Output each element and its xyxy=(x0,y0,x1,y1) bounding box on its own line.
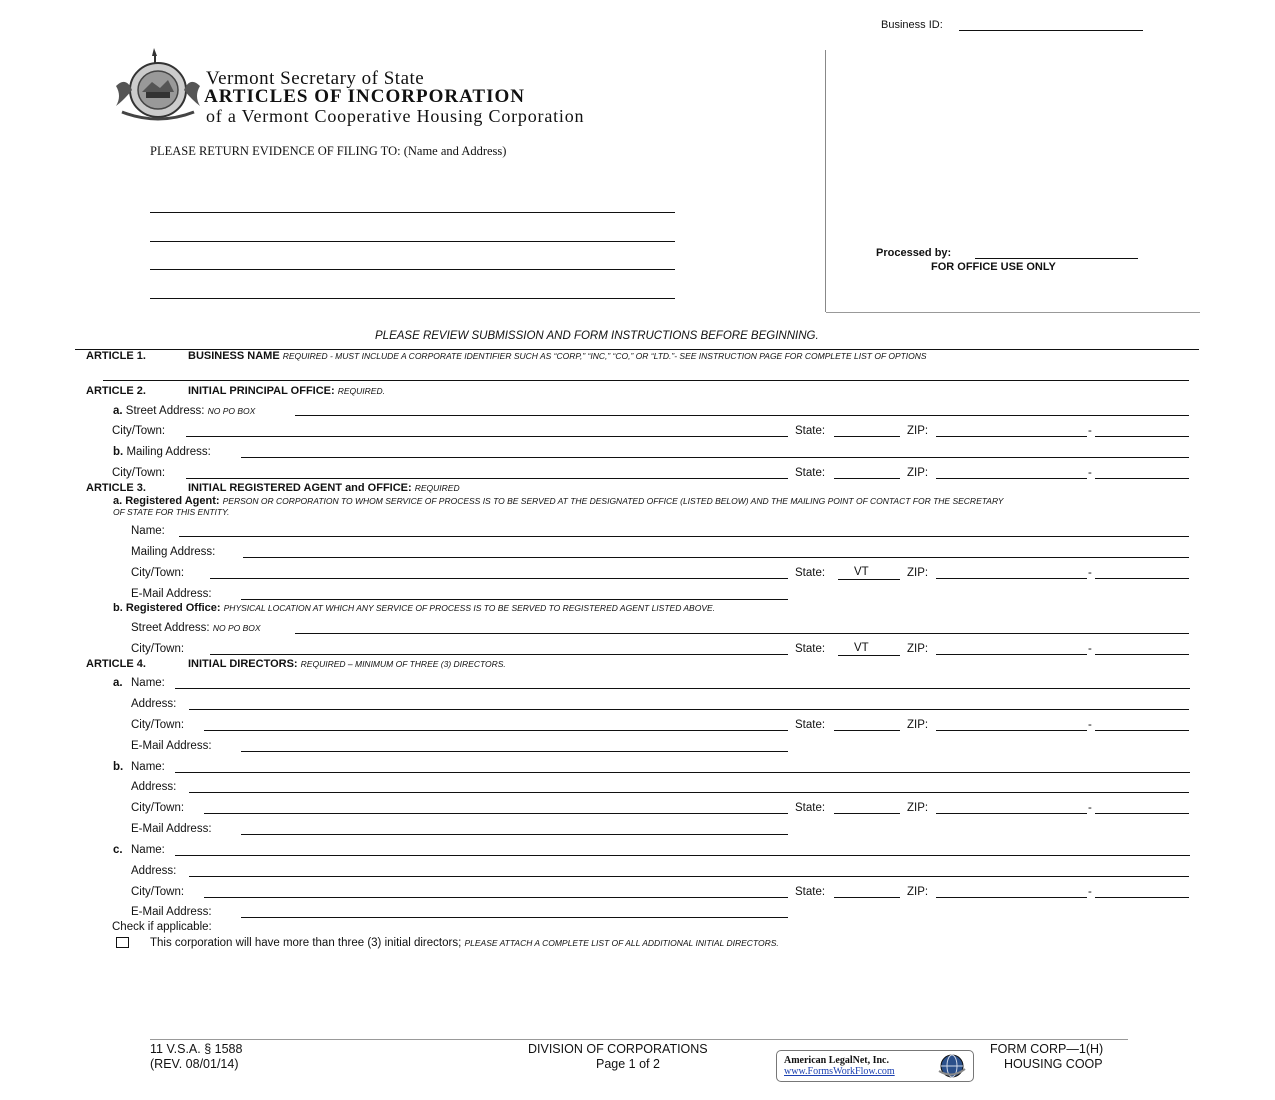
globe-icon xyxy=(935,1053,969,1079)
page-number: Page 1 of 2 xyxy=(596,1057,660,1071)
director-a-name-field[interactable] xyxy=(175,688,1190,689)
director-a-zip-dash: - xyxy=(1088,719,1092,731)
additional-directors-note: PLEASE ATTACH A COMPLETE LIST OF ALL ADDITIONAL INITIAL DIRECTORS. xyxy=(464,938,779,948)
principal-mail-state-field[interactable] xyxy=(834,478,900,479)
registered-agent-note: PERSON OR CORPORATION TO WHOM SERVICE OF PROCESS IS TO BE SERVED AT THE DESIGNATED OFFICE (LISTED BELOW) AND THE MAILING POINT OF CONTACT FOR THE SECRETARY xyxy=(222,496,1004,506)
article-2-number: ARTICLE 2. xyxy=(86,385,146,397)
principal-mail-zip-label: ZIP: xyxy=(907,467,929,479)
director-c-name-field[interactable] xyxy=(175,855,1190,856)
office-street-label xyxy=(131,622,261,634)
director-c-email-label: E-Mail Address: xyxy=(131,906,212,918)
director-b-state-field[interactable] xyxy=(834,813,900,814)
director-a-city-field[interactable] xyxy=(204,730,788,731)
principal-zip-dash: - xyxy=(1088,425,1092,437)
return-address-line-4[interactable] xyxy=(150,298,675,299)
director-c-city-label: City/Town: xyxy=(131,886,185,898)
director-a-email-field[interactable] xyxy=(241,751,788,752)
additional-directors-label xyxy=(150,937,779,949)
director-c-state-field[interactable] xyxy=(834,897,900,898)
revision-date: (REV. 08/01/14) xyxy=(150,1057,239,1071)
director-a-state-field[interactable] xyxy=(834,730,900,731)
processed-by-field[interactable] xyxy=(975,258,1138,259)
director-b-zip-label: ZIP: xyxy=(907,802,929,814)
registered-agent-heading: a. Registered Agent: xyxy=(113,495,220,507)
header-bottom-rule xyxy=(826,312,1200,313)
article-3-number: ARTICLE 3. xyxy=(86,482,146,494)
director-b-zip-field[interactable] xyxy=(936,813,1087,814)
registered-office-label xyxy=(113,602,715,614)
office-city-field[interactable] xyxy=(210,654,788,655)
principal-city-field[interactable] xyxy=(186,436,788,437)
office-street-text: Street Address: xyxy=(131,622,210,634)
legalnet-logo[interactable] xyxy=(776,1050,974,1082)
director-b-name-label: Name: xyxy=(131,761,165,773)
form-id: FORM CORP—1(H) xyxy=(990,1042,1104,1056)
principal-street-label xyxy=(113,405,255,417)
principal-zip4-field[interactable] xyxy=(1095,436,1189,437)
director-a-zip-field[interactable] xyxy=(936,730,1087,731)
office-zip-dash: - xyxy=(1088,643,1092,655)
director-a-name-label: Name: xyxy=(131,677,165,689)
principal-street-text: Street Address: xyxy=(125,405,205,417)
article-1-number: ARTICLE 1. xyxy=(86,350,146,362)
director-c-zip4-field[interactable] xyxy=(1095,897,1189,898)
office-state-label: State: xyxy=(795,643,826,655)
director-b-city-field[interactable] xyxy=(204,813,788,814)
state-seal-icon xyxy=(112,46,204,126)
principal-no-po: NO PO BOX xyxy=(207,406,256,416)
return-filing-label: PLEASE RETURN EVIDENCE OF FILING TO: (Name and Address) xyxy=(150,144,507,158)
article-4-number: ARTICLE 4. xyxy=(86,658,146,670)
registered-agent-note-cont: OF STATE FOR THIS ENTITY. xyxy=(113,507,230,517)
director-b-city-label: City/Town: xyxy=(131,802,185,814)
principal-mail-zip-dash: - xyxy=(1088,467,1092,479)
business-id-label: Business ID: xyxy=(881,19,943,31)
director-c-state-label: State: xyxy=(795,886,826,898)
office-use-only: FOR OFFICE USE ONLY xyxy=(931,261,1056,273)
office-use-divider xyxy=(825,50,826,312)
principal-a-letter: a. xyxy=(113,405,123,417)
director-b-email-field[interactable] xyxy=(241,834,788,835)
agent-zip-field[interactable] xyxy=(936,578,1087,579)
article-4-note: REQUIRED – MINIMUM OF THREE (3) DIRECTORS. xyxy=(300,659,506,669)
office-no-po: NO PO BOX xyxy=(212,623,261,633)
legalnet-url[interactable]: www.FormsWorkFlow.com xyxy=(784,1066,895,1077)
director-b-letter: b. xyxy=(113,761,124,773)
director-a-zip4-field[interactable] xyxy=(1095,730,1189,731)
director-c-zip-dash: - xyxy=(1088,886,1092,898)
principal-b-letter: b. xyxy=(113,446,124,458)
article-2-heading: INITIAL PRINCIPAL OFFICE: xyxy=(188,385,335,397)
principal-city-label: City/Town: xyxy=(112,425,166,437)
check-if-applicable: Check if applicable: xyxy=(112,921,212,933)
article-1-title xyxy=(188,350,927,362)
director-b-email-label: E-Mail Address: xyxy=(131,823,212,835)
additional-directors-checkbox[interactable] xyxy=(116,937,129,948)
director-b-address-label: Address: xyxy=(131,781,177,793)
office-state-field[interactable] xyxy=(838,641,900,656)
principal-mail-zip-field[interactable] xyxy=(936,478,1087,479)
agent-zip-dash: - xyxy=(1088,567,1092,579)
form-type: HOUSING COOP xyxy=(1004,1057,1103,1071)
agent-name-label: Name: xyxy=(131,525,165,537)
director-c-address-field[interactable] xyxy=(189,876,1189,877)
principal-mail-city-field[interactable] xyxy=(186,478,788,479)
registered-agent-label xyxy=(113,495,1003,507)
principal-mailing-field[interactable] xyxy=(241,457,1189,458)
return-address-line-2[interactable] xyxy=(150,241,675,242)
office-street-field[interactable] xyxy=(295,633,1189,634)
director-b-zip-dash: - xyxy=(1088,802,1092,814)
director-a-email-label: E-Mail Address: xyxy=(131,740,212,752)
director-a-address-field[interactable] xyxy=(189,709,1189,710)
form-title: ARTICLES OF INCORPORATION xyxy=(204,86,525,107)
director-c-address-label: Address: xyxy=(131,865,177,877)
agent-city-field[interactable] xyxy=(210,578,788,579)
principal-state-label: State: xyxy=(795,425,826,437)
director-c-letter: c. xyxy=(113,844,123,856)
legalnet-name: American LegalNet, Inc. xyxy=(784,1055,889,1066)
director-a-letter: a. xyxy=(113,677,123,689)
article-2-note: REQUIRED. xyxy=(337,386,385,396)
form-subtitle: of a Vermont Cooperative Housing Corporation xyxy=(206,106,585,126)
director-c-name-label: Name: xyxy=(131,844,165,856)
principal-state-field[interactable] xyxy=(834,436,900,437)
article-2-title xyxy=(188,385,385,397)
agent-zip4-field[interactable] xyxy=(1095,578,1189,579)
office-zip-label: ZIP: xyxy=(907,643,929,655)
registered-office-note: PHYSICAL LOCATION AT WHICH ANY SERVICE OF PROCESS IS TO BE SERVED TO REGISTERED AGENT LISTED ABOVE. xyxy=(223,603,716,613)
director-b-zip4-field[interactable] xyxy=(1095,813,1189,814)
office-zip4-field[interactable] xyxy=(1095,654,1189,655)
principal-mailing-text: Mailing Address: xyxy=(126,446,211,458)
division-name: DIVISION OF CORPORATIONS xyxy=(528,1042,708,1056)
principal-zip-field[interactable] xyxy=(936,436,1087,437)
return-address-line-1[interactable] xyxy=(150,212,675,213)
registered-office-heading: b. Registered Office: xyxy=(113,602,221,614)
director-b-state-label: State: xyxy=(795,802,826,814)
article-3-heading: INITIAL REGISTERED AGENT and OFFICE: xyxy=(188,482,412,494)
business-id-field[interactable] xyxy=(959,30,1143,31)
office-city-label: City/Town: xyxy=(131,643,185,655)
agent-state-value: VT xyxy=(854,566,869,578)
principal-mail-city-label: City/Town: xyxy=(112,467,166,479)
article-3-title xyxy=(188,482,460,494)
director-c-email-field[interactable] xyxy=(241,917,788,918)
office-state-value: VT xyxy=(854,642,869,654)
review-note: PLEASE REVIEW SUBMISSION AND FORM INSTRUCTIONS BEFORE BEGINNING. xyxy=(375,330,819,342)
director-a-state-label: State: xyxy=(795,719,826,731)
return-address-line-3[interactable] xyxy=(150,269,675,270)
article-1-note: REQUIRED - MUST INCLUDE A CORPORATE IDENTIFIER SUCH AS “CORP,” “INC,” “CO,” OR “LTD.”- SEE INSTRUCTION PAGE FOR COMPLETE LIST OF OPTIONS xyxy=(282,351,927,361)
agency-name: Vermont Secretary of State xyxy=(206,68,425,89)
article-4-title xyxy=(188,658,506,670)
agent-state-label: State: xyxy=(795,567,826,579)
additional-directors-text: This corporation will have more than three (3) initial directors; xyxy=(150,937,462,949)
article-4-heading: INITIAL DIRECTORS: xyxy=(188,658,298,670)
principal-mailing-label xyxy=(113,446,211,458)
agent-city-label: City/Town: xyxy=(131,567,185,579)
agent-state-field[interactable] xyxy=(838,565,900,580)
principal-mail-zip4-field[interactable] xyxy=(1095,478,1189,479)
director-c-city-field[interactable] xyxy=(204,897,788,898)
director-a-city-label: City/Town: xyxy=(131,719,185,731)
director-b-address-field[interactable] xyxy=(189,792,1189,793)
article-3-note: REQUIRED xyxy=(414,483,460,493)
director-c-zip-field[interactable] xyxy=(936,897,1087,898)
agent-email-field[interactable] xyxy=(241,599,788,600)
business-name-field[interactable] xyxy=(103,380,1189,381)
principal-zip-label: ZIP: xyxy=(907,425,929,437)
director-b-name-field[interactable] xyxy=(175,772,1190,773)
agent-name-field[interactable] xyxy=(179,536,1189,537)
office-zip-field[interactable] xyxy=(936,654,1087,655)
agent-email-label: E-Mail Address: xyxy=(131,588,212,600)
footer-rule xyxy=(150,1039,1128,1040)
director-a-address-label: Address: xyxy=(131,698,177,710)
agent-mailing-field[interactable] xyxy=(243,557,1189,558)
statute-reference: 11 V.S.A. § 1588 xyxy=(150,1042,243,1056)
director-a-zip-label: ZIP: xyxy=(907,719,929,731)
processed-by-label: Processed by: xyxy=(876,247,952,259)
agent-mailing-label: Mailing Address: xyxy=(131,546,216,558)
director-c-zip-label: ZIP: xyxy=(907,886,929,898)
agent-zip-label: ZIP: xyxy=(907,567,929,579)
principal-mail-state-label: State: xyxy=(795,467,826,479)
principal-street-field[interactable] xyxy=(295,415,1189,416)
article-1-heading: BUSINESS NAME xyxy=(188,350,280,362)
